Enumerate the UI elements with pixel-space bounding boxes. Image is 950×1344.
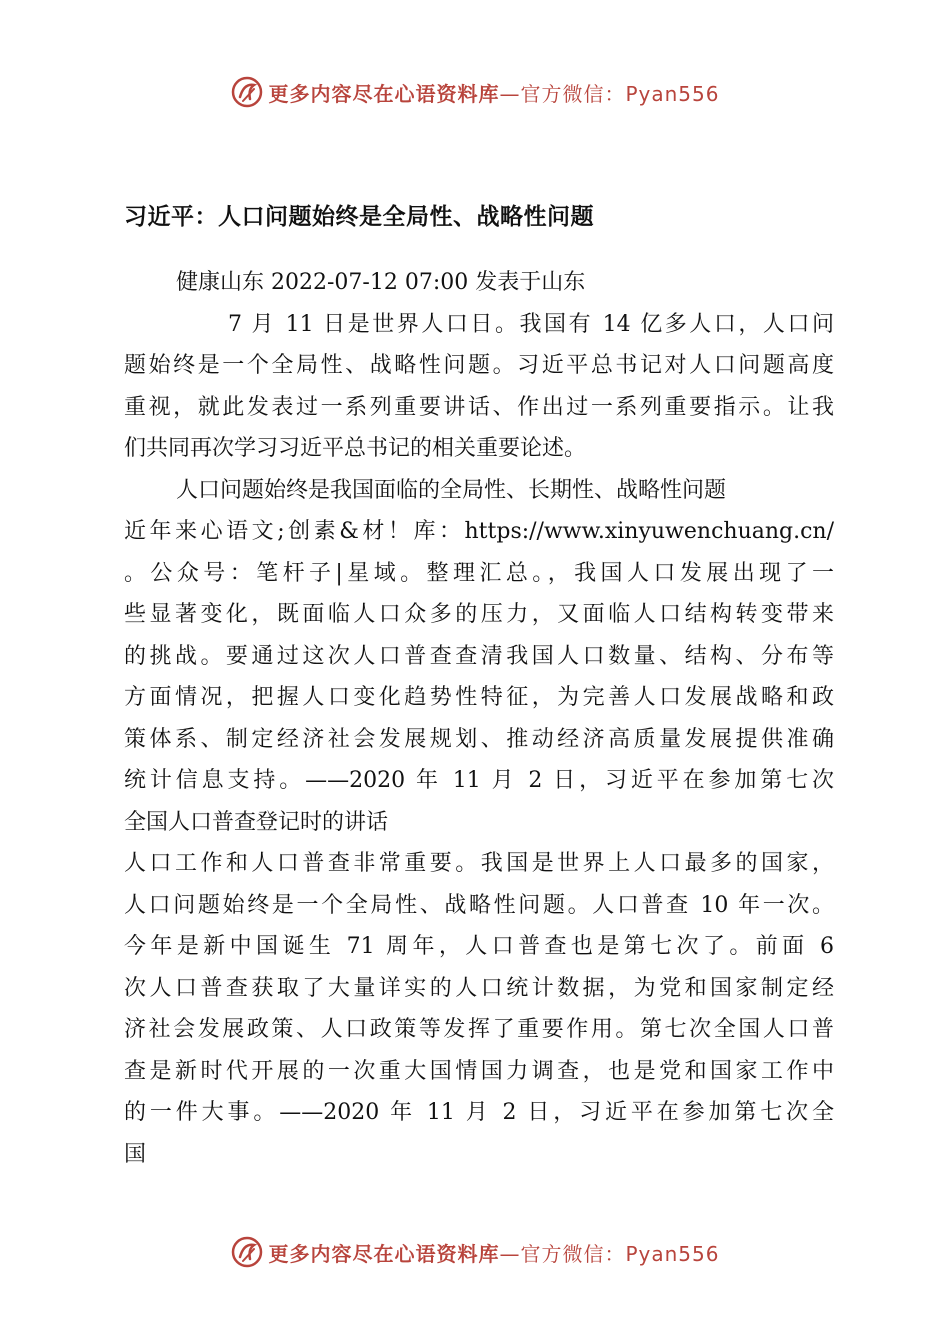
paragraph-line: 策体系、制定经济社会发展规划、推动经济高质量发展提供准确 bbox=[124, 726, 834, 752]
paragraph-line: 查是新时代开展的一次重大国情国力调查，也是党和国家工作中 bbox=[124, 1058, 834, 1084]
paragraph-line: 方面情况，把握人口变化趋势性特征，为完善人口发展战略和政 bbox=[124, 685, 834, 710]
footer-banner-text: 更多内容尽在心语资料库—官方微信：Pyan556 bbox=[268, 1241, 720, 1266]
paragraph-line: 济社会发展政策、人口政策等发挥了重要作用。第七次全国人口普 bbox=[124, 1017, 834, 1042]
header-watermark-banner bbox=[0, 72, 950, 112]
header-banner-text: 更多内容尽在心语资料库—官方微信：Pyan556 bbox=[268, 81, 720, 106]
paragraph-line: 7 月 11 日是世界人口日。我国有 14 亿多人口，人口问 bbox=[228, 311, 834, 337]
paragraph-line: 。公众号：笔杆子|星域。整理汇总。，我国人口发展出现了一 bbox=[124, 560, 834, 586]
article-title: 习近平：人口问题始终是全局性、战略性问题 bbox=[124, 204, 594, 230]
paragraph-line: 国 bbox=[124, 1141, 147, 1167]
article-body bbox=[124, 262, 834, 1175]
paragraph-line: 统计信息支持。——2020 年 11 月 2 日，习近平在参加第七次 bbox=[124, 768, 834, 793]
paragraph-line: 题始终是一个全局性、战略性问题。习近平总书记对人口问题高度 bbox=[124, 353, 834, 378]
paragraph-line: 全国人口普查登记时的讲话 bbox=[124, 809, 389, 835]
paragraph-line: 的挑战。要通过这次人口普查查清我国人口数量、结构、分布等 bbox=[124, 643, 834, 669]
paragraph-line: 的一件大事。——2020 年 11 月 2 日，习近平在参加第七次全 bbox=[124, 1100, 834, 1125]
paragraph-line: 重视，就此发表过一系列重要讲话、作出过一系列重要指示。让我 bbox=[124, 394, 834, 420]
paragraph-line: 人口问题始终是我国面临的全局性、长期性、战略性问题 bbox=[176, 477, 727, 503]
paragraph-line: 些显著变化，既面临人口众多的压力，又面临人口结构转变带来 bbox=[124, 602, 834, 627]
article-meta: 健康山东 2022-07-12 07:00 发表于山东 bbox=[176, 270, 586, 295]
brand-logo-icon bbox=[230, 75, 264, 109]
paragraph-line: 人口问题始终是一个全局性、战略性问题。人口普查 10 年一次。 bbox=[124, 892, 834, 918]
paragraph-line: 次人口普查获取了大量详实的人口统计数据，为党和国家制定经 bbox=[124, 975, 834, 1001]
paragraph-line: 近年来心语文;创素&材！库：https://www.xinyuwenchuang.cn/ bbox=[124, 519, 834, 544]
footer-watermark-banner bbox=[0, 1232, 950, 1272]
paragraph-line: 今年是新中国诞生 71 周年，人口普查也是第七次了。前面 6 bbox=[124, 934, 834, 959]
paragraph-line: 人口工作和人口普查非常重要。我国是世界上人口最多的国家， bbox=[124, 851, 834, 876]
brand-logo-icon bbox=[230, 1235, 264, 1269]
paragraph-line: 们共同再次学习习近平总书记的相关重要论述。 bbox=[124, 436, 587, 461]
